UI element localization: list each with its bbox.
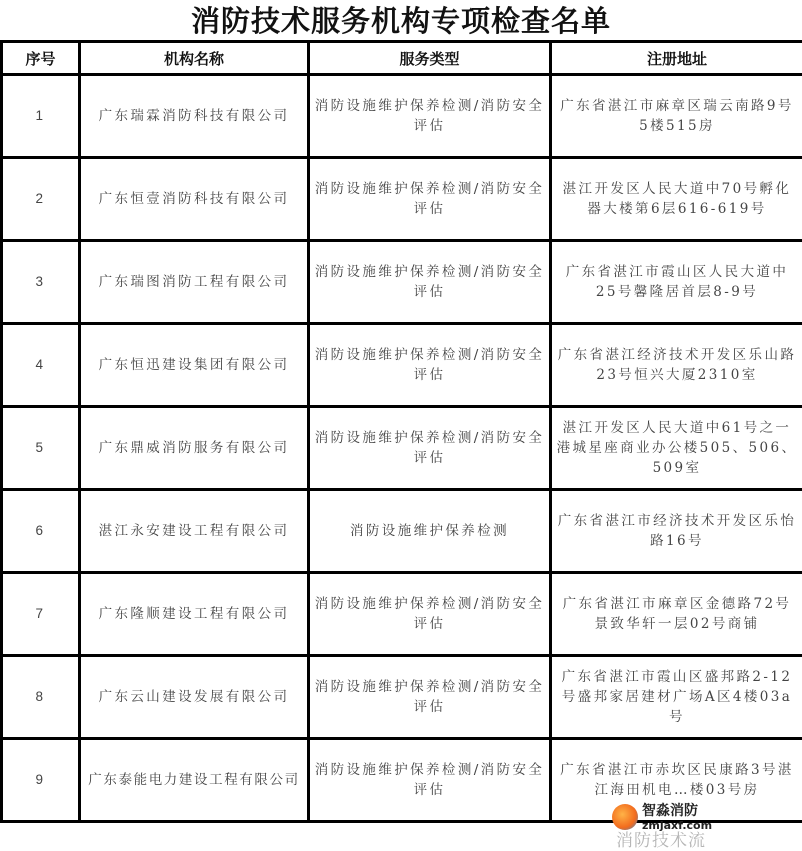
cell-index: 5 (2, 407, 80, 490)
header-registered-address: 注册地址 (551, 42, 802, 75)
header-service-type: 服务类型 (309, 42, 551, 75)
cell-service-type: 消防设施维护保养检测/消防安全评估 (309, 241, 551, 324)
cell-org-name: 广东云山建设发展有限公司 (80, 656, 309, 739)
cell-address: 广东省湛江市麻章区瑞云南路9号5楼515房 (551, 75, 802, 158)
cell-address: 广东省湛江市经济技术开发区乐怡路16号 (551, 490, 802, 573)
table-row (2, 324, 802, 407)
cell-service-type: 消防设施维护保养检测/消防安全评估 (309, 573, 551, 656)
cell-service-type: 消防设施维护保养检测/消防安全评估 (309, 656, 551, 739)
cell-service-type: 消防设施维护保养检测/消防安全评估 (309, 407, 551, 490)
table-row (2, 241, 802, 324)
cell-org-name: 广东隆顺建设工程有限公司 (80, 573, 309, 656)
inspection-list-table (0, 40, 802, 823)
cell-service-type: 消防设施维护保养检测/消防安全评估 (309, 324, 551, 407)
cell-org-name: 广东泰能电力建设工程有限公司 (80, 739, 309, 822)
cell-address: 广东省湛江市霞山区人民大道中25号馨隆居首层8-9号 (551, 241, 802, 324)
watermark-domain: zmjaxf.com (642, 819, 713, 832)
cell-index: 1 (2, 75, 80, 158)
cell-service-type: 消防设施维护保养检测/消防安全评估 (309, 158, 551, 241)
table-row (2, 407, 802, 490)
cell-address: 湛江开发区人民大道中61号之一港城星座商业办公楼505、506、509室 (551, 407, 802, 490)
cell-index: 3 (2, 241, 80, 324)
table-row (2, 739, 802, 822)
cell-org-name: 广东瑞霖消防科技有限公司 (80, 75, 309, 158)
table-row (2, 490, 802, 573)
table-row (2, 75, 802, 158)
cell-address: 广东省湛江市麻章区金德路72号景致华轩一层02号商铺 (551, 573, 802, 656)
table-row (2, 573, 802, 656)
table-header-row (2, 42, 802, 75)
cell-org-name: 广东恒迅建设集团有限公司 (80, 324, 309, 407)
watermark-faint-text: 消防技术流 (616, 831, 706, 851)
cell-index: 4 (2, 324, 80, 407)
cell-service-type: 消防设施维护保养检测 (309, 490, 551, 573)
cell-index: 9 (2, 739, 80, 822)
cell-address: 湛江开发区人民大道中70号孵化器大楼第6层616-619号 (551, 158, 802, 241)
cell-index: 8 (2, 656, 80, 739)
cell-org-name: 广东鼎威消防服务有限公司 (80, 407, 309, 490)
cell-service-type: 消防设施维护保养检测/消防安全评估 (309, 75, 551, 158)
table-row (2, 158, 802, 241)
cell-service-type: 消防设施维护保养检测/消防安全评估 (309, 739, 551, 822)
table-row (2, 656, 802, 739)
cell-index: 2 (2, 158, 80, 241)
cell-index: 7 (2, 573, 80, 656)
cell-org-name: 广东瑞图消防工程有限公司 (80, 241, 309, 324)
header-index: 序号 (2, 42, 80, 75)
watermark-brand: 智淼消防 (642, 803, 698, 819)
cell-index: 6 (2, 490, 80, 573)
cell-org-name: 广东恒壹消防科技有限公司 (80, 158, 309, 241)
cell-address: 广东省湛江市霞山区盛邦路2-12号盛邦家居建材广场A区4楼03a号 (551, 656, 802, 739)
cell-address: 广东省湛江市赤坎区民康路3号湛江海田机电…楼03号房 (551, 739, 802, 822)
page-title: 消防技术服务机构专项检查名单 (190, 4, 611, 38)
header-org-name: 机构名称 (80, 42, 309, 75)
cell-address: 广东省湛江经济技术开发区乐山路23号恒兴大厦2310室 (551, 324, 802, 407)
cell-org-name: 湛江永安建设工程有限公司 (80, 490, 309, 573)
